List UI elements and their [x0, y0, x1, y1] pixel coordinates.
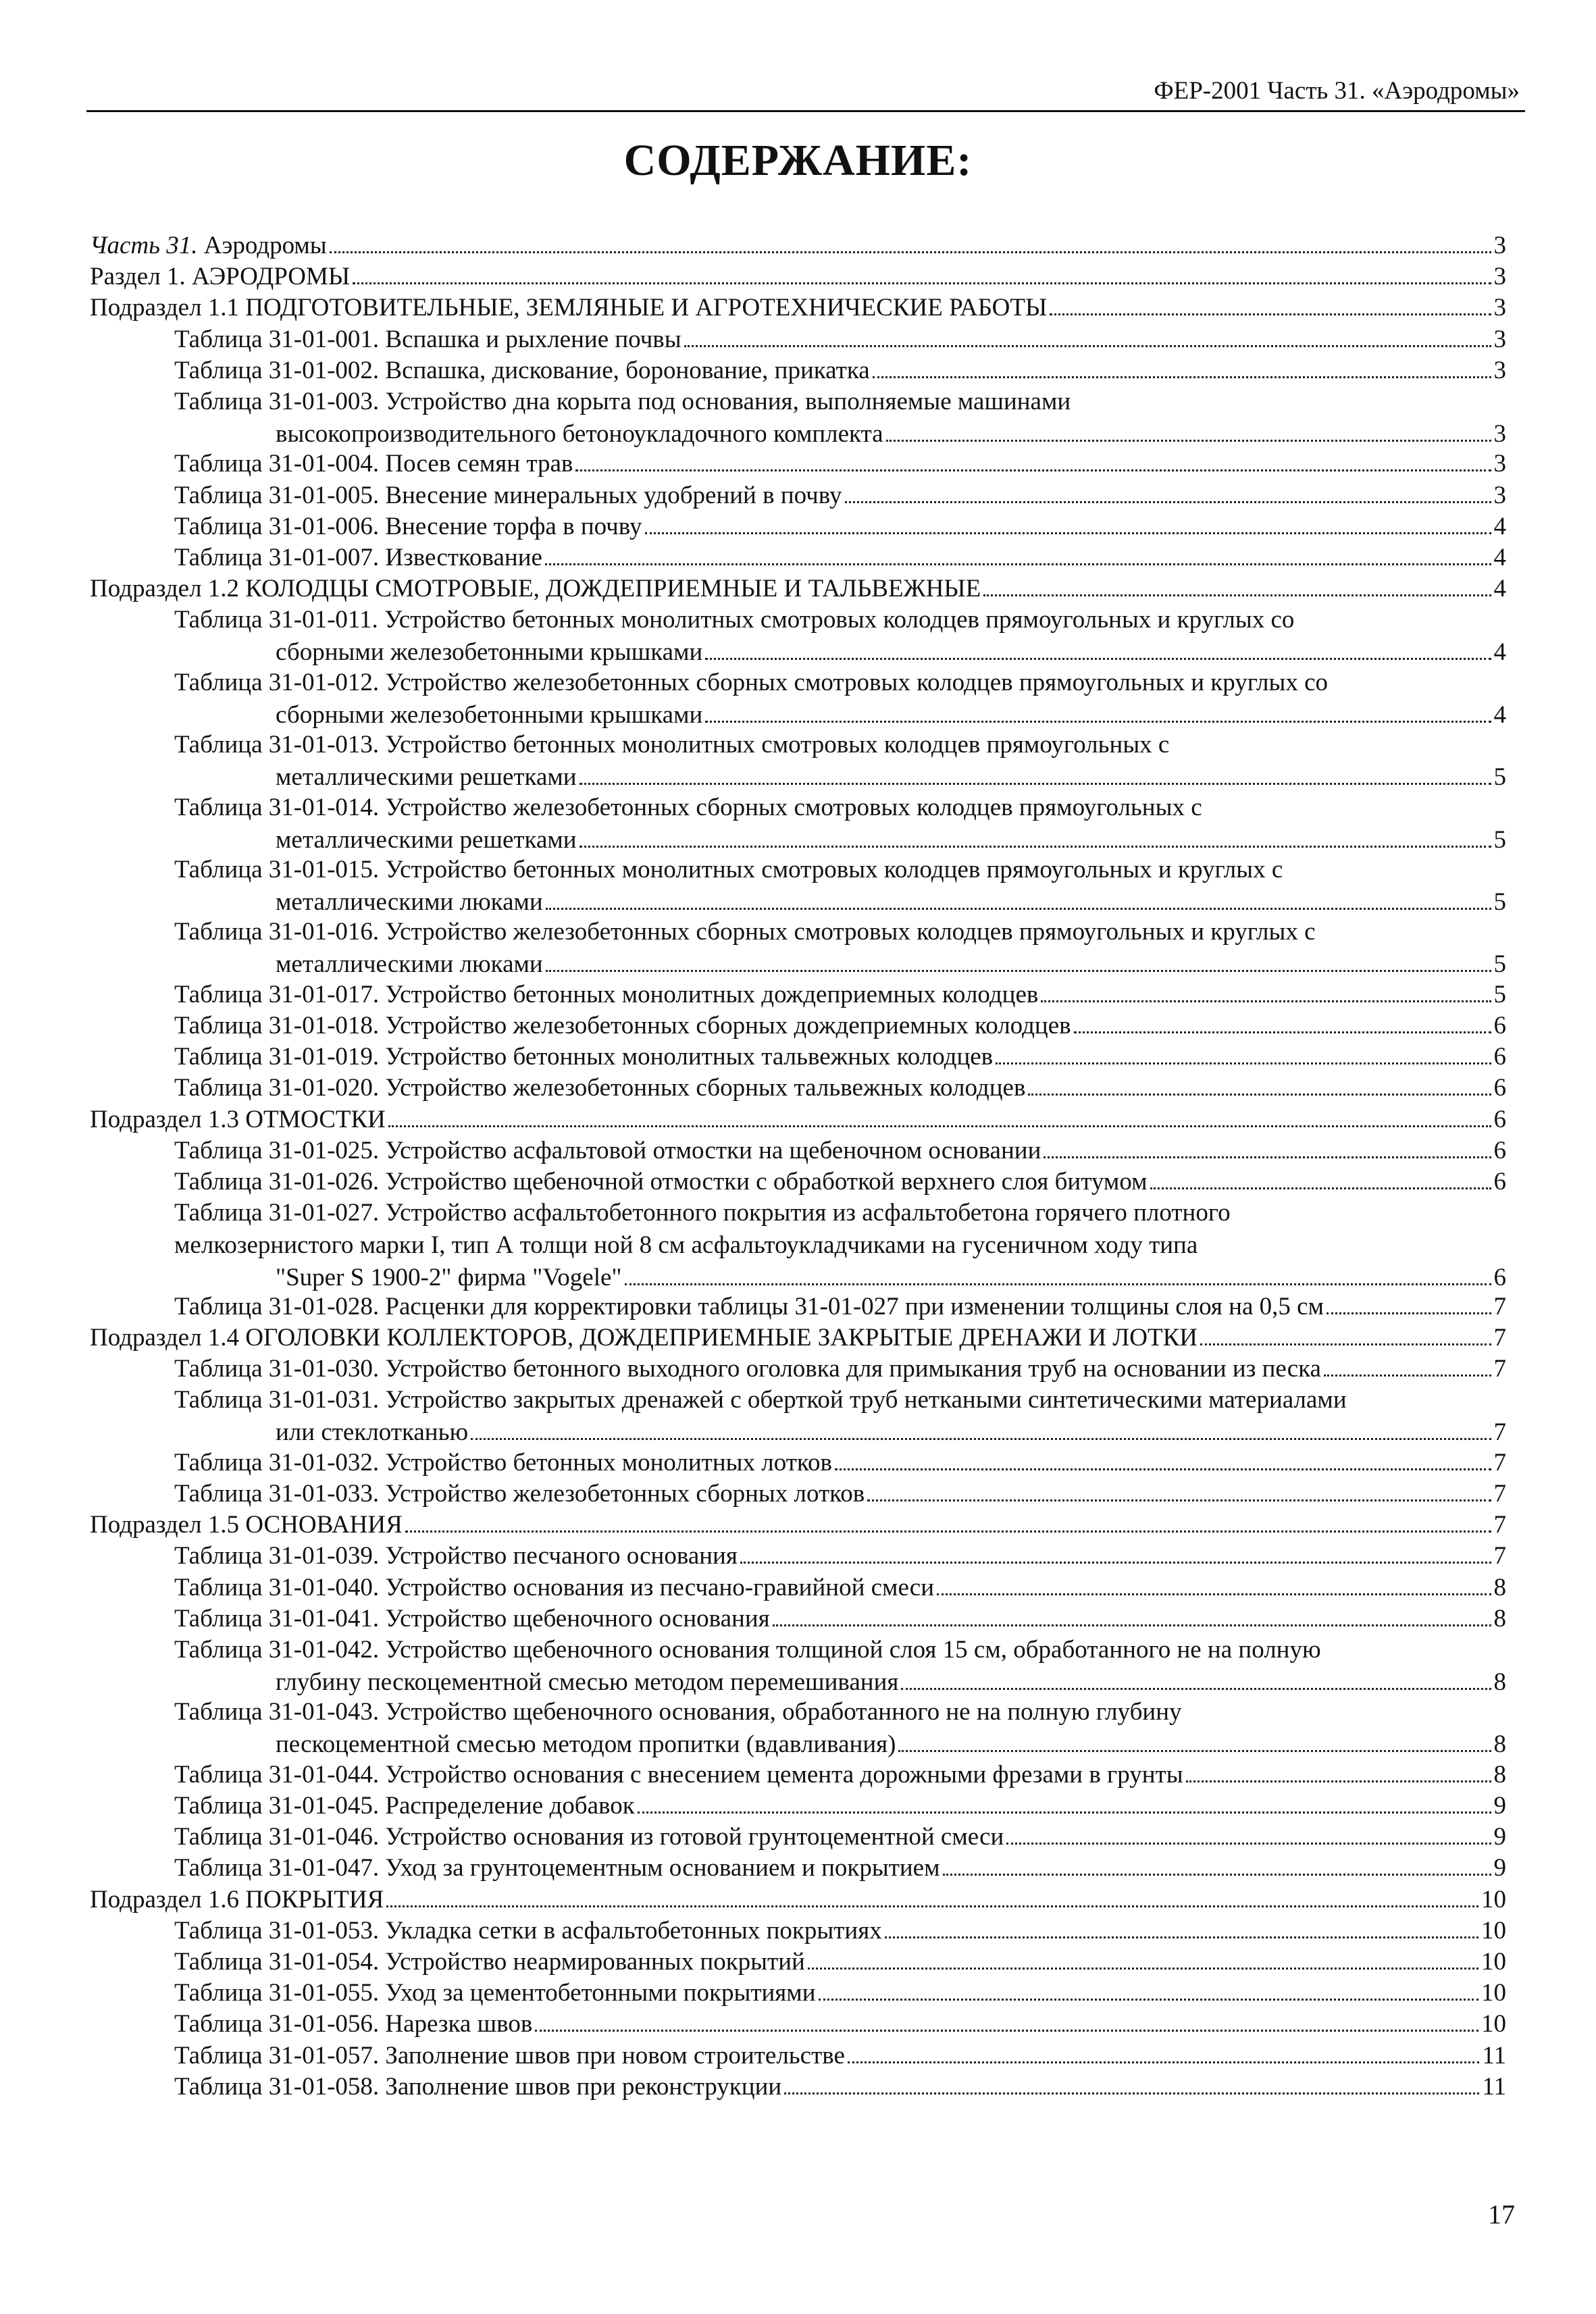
running-title: ФЕР-2001 Часть 31. «Аэродромы» [1154, 77, 1520, 105]
toc-page-number: 8 [1493, 1604, 1506, 1632]
toc-entry-text [174, 1447, 832, 1479]
toc-page-number: 7 [1493, 1480, 1506, 1508]
toc-entry-title: Таблица 31-01-057. Заполнение швов при новом строительстве [174, 2041, 845, 2069]
toc-entry-title: Таблица 31-01-056. Нарезка швов [174, 2010, 533, 2038]
toc-entry-text [90, 261, 350, 293]
toc-entry-prefix: Часть 31. [90, 232, 198, 259]
toc-page-number: 8 [1493, 1730, 1506, 1759]
toc-page-number: 6 [1493, 1012, 1506, 1039]
toc-entry-title: Таблица 31-01-032. Устройство бетонных монолитных лотков [174, 1448, 832, 1476]
toc-table-entry [174, 324, 1506, 356]
toc-entry-title: Раздел 1. АЭРОДРОМЫ [90, 263, 351, 291]
toc-entry-title: Подраздел 1.6 ПОКРЫТИЯ [90, 1885, 384, 1913]
toc-page-number: 4 [1493, 512, 1506, 540]
toc-entry-text [174, 1946, 805, 1978]
toc-entry-title: пескоцементной смесью методом пропитки (вдавливания) [276, 1730, 896, 1759]
toc-table-entry [174, 448, 1506, 480]
toc-entry-text [174, 448, 573, 480]
toc-section-entry [90, 1509, 1506, 1541]
toc-entry-text [276, 886, 543, 919]
toc-entry-text [174, 1572, 934, 1604]
toc-page-number: 7 [1493, 1448, 1506, 1476]
dot-leader [684, 344, 1491, 347]
toc-entry-title: Таблица 31-01-025. Устройство асфальтовой отмостки на щебеночном основании [174, 1136, 1041, 1164]
toc-entry-title: Таблица 31-01-026. Устройство щебеночной отмостки с обработкой верхнего слоя битумом [174, 1168, 1148, 1195]
toc-page-number: 8 [1493, 1668, 1506, 1696]
toc-table-entry [174, 1197, 1506, 1294]
toc-entry-title: Подраздел 1.5 ОСНОВАНИЯ [90, 1511, 403, 1539]
toc-entry-title: Таблица 31-01-005. Внесение минеральных удобрений в почву [174, 481, 842, 509]
toc-page-number: 8 [1493, 1760, 1506, 1789]
dot-leader [580, 845, 1491, 848]
toc-table-entry [174, 1696, 1506, 1761]
dot-leader [625, 1283, 1491, 1285]
toc-entry-title: Таблица 31-01-001. Вспашка и рыхление почвы [174, 325, 681, 353]
dot-leader [867, 1499, 1491, 1501]
toc-section-entry [90, 1104, 1506, 1136]
toc-entry-line: Таблица 31-01-014. Устройство железобетонных сборных смотровых колодцев прямоугольных с [174, 793, 1202, 821]
toc-table-entry [174, 1353, 1506, 1385]
toc-entry-title: Таблица 31-01-006. Внесение торфа в почву [174, 512, 642, 540]
toc-entry-title: Таблица 31-01-030. Устройство бетонного выходного оголовка для примыкания труб на основании из песка [174, 1355, 1321, 1383]
toc-table-entry [174, 1634, 1506, 1699]
dot-leader [937, 1593, 1491, 1595]
dot-leader [835, 1468, 1491, 1470]
toc-page-number: 6 [1493, 1264, 1506, 1292]
toc-table-entry [174, 1790, 1506, 1822]
toc-table-entry [174, 480, 1506, 512]
dot-leader [886, 439, 1491, 442]
toc-entry-text [276, 1262, 622, 1294]
dot-leader [386, 1905, 1478, 1907]
toc-entry-line: Таблица 31-01-013. Устройство бетонных монолитных смотровых колодцев прямоугольных с [174, 731, 1170, 759]
toc-table-entry [174, 1572, 1506, 1604]
toc-page-number: 3 [1493, 420, 1506, 448]
toc-entry-text [276, 1666, 898, 1699]
toc-table-entry [174, 1135, 1506, 1167]
toc-entry-title: металлическими люками [276, 888, 543, 916]
dot-leader [1074, 1031, 1491, 1033]
toc-entry-title: Таблица 31-01-053. Укладка сетки в асфальтобетонных покрытиях [174, 1916, 882, 1945]
toc-page-number: 3 [1493, 450, 1506, 478]
toc-page-number: 5 [1493, 980, 1506, 1008]
dot-leader [545, 563, 1491, 565]
dot-leader [848, 2061, 1479, 2063]
toc-entry-title: сборными железобетонными крышками [276, 638, 703, 667]
toc-page-number: 7 [1493, 1292, 1506, 1320]
dot-leader [845, 500, 1491, 503]
toc-page-number: 7 [1493, 1418, 1506, 1447]
toc-entry-text [174, 1072, 1025, 1104]
toc-table-entry [174, 386, 1506, 451]
dot-leader [580, 782, 1491, 785]
toc-entry-text [174, 511, 642, 543]
toc-page-number: 4 [1493, 544, 1506, 571]
toc-entry-title: Таблица 31-01-054. Устройство неармированных покрытий [174, 1948, 805, 1976]
dot-leader [1200, 1343, 1491, 1345]
dot-leader [898, 1749, 1491, 1752]
dot-leader [885, 1936, 1478, 1938]
toc-page-number: 10 [1481, 2010, 1506, 2038]
toc-section-entry [90, 1884, 1506, 1916]
toc-page-number: 5 [1493, 888, 1506, 916]
toc-page-number: 3 [1493, 232, 1506, 259]
toc-entry-line: Таблица 31-01-016. Устройство железобетонных сборных смотровых колодцев прямоугольных и круглых с [174, 918, 1316, 946]
toc-table-entry [174, 1384, 1506, 1449]
toc-table-entry [174, 1852, 1506, 1884]
toc-entry-text [174, 542, 542, 574]
dot-leader [405, 1530, 1491, 1533]
toc-table-entry [174, 979, 1506, 1011]
toc-table-entry [174, 2040, 1506, 2072]
toc-table-entry [174, 1759, 1506, 1791]
toc-table-entry [174, 542, 1506, 574]
toc-entry-text [276, 636, 702, 669]
toc-page-number: 10 [1481, 1979, 1506, 2007]
toc-entry-text [90, 1509, 403, 1541]
toc-entry-title: Таблица 31-01-047. Уход за грунтоцементным основанием и покрытием [174, 1854, 940, 1882]
toc-entry-title: Таблица 31-01-018. Устройство железобетонных сборных дождеприемных колодцев [174, 1012, 1071, 1039]
toc-entry-line: мелкозернистого марки I, тип А толщи ной 8 см асфальтоукладчиками на гусеничном ходу типа [174, 1231, 1198, 1260]
toc-entry-title: металлическими люками [276, 950, 543, 979]
toc-page-number: 10 [1481, 1916, 1506, 1945]
toc-entry-text [174, 324, 681, 356]
toc-page-number: 5 [1493, 825, 1506, 854]
toc-page-number: 11 [1482, 2041, 1506, 2069]
toc-entry-title: Подраздел 1.4 ОГОЛОВКИ КОЛЛЕКТОРОВ, ДОЖДЕПРИЕМНЫЕ ЗАКРЫТЫЕ ДРЕНАЖИ И ЛОТКИ [90, 1324, 1198, 1352]
dot-leader [388, 1125, 1491, 1127]
toc-table-entry [174, 1977, 1506, 2009]
toc-entry-text [174, 979, 1038, 1011]
toc-table-entry [174, 1603, 1506, 1635]
toc-entry-text [276, 418, 883, 451]
toc-entry-title: Подраздел 1.3 ОТМОСТКИ [90, 1105, 386, 1133]
toc-entry-title: Таблица 31-01-019. Устройство бетонных монолитных тальвежных колодцев [174, 1043, 994, 1071]
dot-leader [1150, 1187, 1491, 1189]
page-number: 17 [1488, 2199, 1515, 2230]
toc-table-entry [174, 1821, 1506, 1853]
dot-leader [638, 1811, 1491, 1814]
toc-table-entry [174, 916, 1506, 981]
toc-section-entry [90, 261, 1506, 293]
toc-table-entry [174, 1291, 1506, 1323]
toc-table-entry [174, 1946, 1506, 1978]
toc-table-entry [174, 1041, 1506, 1073]
toc-entry-title: Таблица 31-01-007. Известкование [174, 544, 542, 571]
toc-entry-text [90, 292, 1047, 324]
toc-table-entry [174, 1072, 1506, 1104]
toc-entry-text [90, 1322, 1198, 1354]
toc-page-number: 3 [1493, 294, 1506, 322]
toc-entry-line: Таблица 31-01-011. Устройство бетонных монолитных смотровых колодцев прямоугольных и круглых со [174, 606, 1295, 634]
toc-entry-title: глубину пескоцементной смесью методом перемешивания [276, 1668, 899, 1696]
toc-entry-text [174, 1759, 1183, 1791]
toc-page-number: 10 [1481, 1948, 1506, 1976]
toc-entry-title: Таблица 31-01-039. Устройство песчаного основания [174, 1542, 738, 1570]
dot-leader [330, 251, 1491, 253]
toc-entry-title: Аэродромы [203, 232, 327, 259]
toc-entry-text [90, 1884, 384, 1916]
dot-leader [535, 2029, 1478, 2032]
toc-page-number: 3 [1493, 356, 1506, 384]
toc-entry-title: Таблица 31-01-002. Вспашка, дискование, боронование, прикатка [174, 356, 870, 384]
toc-entry-text [276, 761, 577, 794]
dot-leader [546, 969, 1491, 972]
toc-table-entry [174, 1478, 1506, 1510]
dot-leader [1028, 1093, 1491, 1096]
toc-entry-text [276, 1416, 468, 1449]
toc-entry-line: Таблица 31-01-042. Устройство щебеночного основания толщиной слоя 15 см, обработанного не на полную [174, 1636, 1321, 1664]
toc-entry-text [174, 355, 870, 387]
toc-page-number: 3 [1493, 263, 1506, 291]
toc-entry-text [276, 824, 577, 856]
toc-entry-text [276, 1728, 896, 1761]
toc-table-entry [174, 2071, 1506, 2103]
toc-table-entry [174, 1447, 1506, 1479]
dot-leader [1324, 1374, 1491, 1377]
toc-page-number: 10 [1481, 1885, 1506, 1913]
toc-table-entry [174, 1915, 1506, 1947]
toc-page-number: 7 [1493, 1511, 1506, 1539]
toc-table-entry [174, 1540, 1506, 1572]
toc-entry-title: Таблица 31-01-044. Устройство основания с внесением цемента дорожными фрезами в грунты [174, 1760, 1183, 1789]
dot-leader [983, 594, 1491, 596]
toc-entry-line: Таблица 31-01-027. Устройство асфальтобетонного покрытия из асфальтобетона горячего плотного [174, 1199, 1231, 1227]
toc-entry-text [174, 2008, 532, 2040]
toc-entry-text [174, 2071, 781, 2103]
toc-entry-text [174, 1977, 816, 2009]
toc-page-number: 5 [1493, 763, 1506, 792]
dot-leader [1044, 1156, 1491, 1158]
dot-leader [996, 1062, 1491, 1064]
toc-page-number: 4 [1493, 575, 1506, 603]
toc-entry-text [174, 480, 842, 512]
dot-leader [784, 2092, 1479, 2094]
toc-entry-text [174, 1821, 1004, 1853]
toc-entry-line: Таблица 31-01-015. Устройство бетонных монолитных смотровых колодцев прямоугольных и круглых с [174, 856, 1283, 883]
toc-entry-text [174, 1041, 993, 1073]
toc-entry-title: Таблица 31-01-040. Устройство основания из песчано-гравийной смеси [174, 1573, 935, 1601]
toc-table-entry [174, 604, 1506, 669]
toc-page-number: 4 [1493, 638, 1506, 667]
toc-section-entry [90, 230, 1506, 262]
toc-entry-text [90, 230, 327, 262]
dot-leader [1050, 313, 1491, 315]
toc-entry-title: Подраздел 1.1 ПОДГОТОВИТЕЛЬНЫЕ, ЗЕМЛЯНЫЕ И АГРОТЕХНИЧЕСКИЕ РАБОТЫ [90, 294, 1048, 322]
toc-entry-text [90, 1104, 386, 1136]
dot-leader [1327, 1312, 1491, 1314]
toc-entry-text [174, 1478, 865, 1510]
toc-table-entry [174, 1010, 1506, 1042]
dot-leader [546, 907, 1491, 910]
toc-entry-title: Таблица 31-01-058. Заполнение швов при реконструкции [174, 2072, 782, 2101]
toc-page-number: 4 [1493, 700, 1506, 729]
toc-entry-title: высокопроизводительного бетоноукладочного комплекта [276, 420, 883, 448]
toc-entry-text [174, 2040, 845, 2072]
toc-entry-text [174, 1291, 1324, 1323]
toc-entry-title: Таблица 31-01-041. Устройство щебеночного основания [174, 1604, 770, 1632]
dot-leader [901, 1687, 1491, 1690]
toc-page-number: 7 [1493, 1355, 1506, 1383]
toc-page-number: 6 [1493, 1043, 1506, 1071]
toc-table-entry [174, 355, 1506, 387]
toc-entry-title: "Super S 1900-2" фирма "Vogele" [276, 1264, 622, 1292]
dot-leader [1041, 1000, 1491, 1002]
toc-entry-title: сборными железобетонными крышками [276, 700, 703, 729]
toc-entry-title: Таблица 31-01-028. Расценки для корректировки таблицы 31-01-027 при изменении толщины слоя на 0,5 см [174, 1292, 1324, 1320]
toc-entry-text [174, 1852, 940, 1884]
toc-table-entry [174, 854, 1506, 919]
toc-table-entry [174, 729, 1506, 794]
toc-entry-title: Таблица 31-01-055. Уход за цементобетонными покрытиями [174, 1979, 816, 2007]
toc-page-number: 9 [1493, 1792, 1506, 1820]
toc-section-entry [90, 1322, 1506, 1354]
dot-leader [740, 1561, 1491, 1564]
page-title: СОДЕРЖАНИЕ: [623, 136, 973, 185]
dot-leader [773, 1624, 1491, 1626]
dot-leader [808, 1967, 1478, 1970]
toc-section-entry [90, 292, 1506, 324]
toc-page-number: 7 [1493, 1542, 1506, 1570]
toc-entry-title: Таблица 31-01-033. Устройство железобетонных сборных лотков [174, 1480, 865, 1508]
running-header [86, 70, 1525, 112]
dot-leader [471, 1437, 1491, 1440]
toc-entry-text [174, 1603, 770, 1635]
toc-page-number: 5 [1493, 950, 1506, 979]
toc-table-entry [174, 2008, 1506, 2040]
toc-table-entry [174, 667, 1506, 731]
toc-page-number: 9 [1493, 1823, 1506, 1851]
toc-entry-text [174, 1353, 1321, 1385]
toc-page-number: 7 [1493, 1324, 1506, 1352]
toc-page-number: 6 [1493, 1136, 1506, 1164]
toc-entry-title: Таблица 31-01-045. Распределение добавок [174, 1792, 635, 1820]
toc-table-entry [174, 511, 1506, 543]
toc-entry-title: металлическими решетками [276, 825, 577, 854]
dot-leader [575, 469, 1491, 471]
dot-leader [943, 1873, 1491, 1876]
toc-page-number: 3 [1493, 325, 1506, 353]
toc-entry-line: Таблица 31-01-043. Устройство щебеночного основания, обработанного не на полную глубину [174, 1698, 1182, 1726]
toc-table-entry [174, 792, 1506, 856]
toc-entry-title: Таблица 31-01-020. Устройство железобетонных сборных тальвежных колодцев [174, 1074, 1026, 1102]
toc-page-number: 6 [1493, 1105, 1506, 1133]
toc-entry-line: Таблица 31-01-012. Устройство железобетонных сборных смотровых колодцев прямоугольных и круглых со [174, 668, 1329, 696]
toc-entry-title: Таблица 31-01-046. Устройство основания из готовой грунтоцементной смеси [174, 1823, 1004, 1851]
toc-entry-text [90, 573, 981, 605]
toc-entry-text [276, 948, 543, 981]
toc-entry-text [174, 1540, 738, 1572]
toc-page-number: 9 [1493, 1854, 1506, 1882]
toc-entry-text [174, 1915, 882, 1947]
toc-page-number: 6 [1493, 1168, 1506, 1195]
toc-entry-text [276, 699, 702, 731]
toc-table-entry [174, 1166, 1506, 1198]
toc-page-number: 8 [1493, 1573, 1506, 1601]
toc-page-number: 3 [1493, 481, 1506, 509]
dot-leader [645, 532, 1491, 534]
dot-leader [1186, 1780, 1491, 1782]
dot-leader [705, 720, 1491, 723]
toc-section-entry [90, 573, 1506, 605]
toc-page-number: 11 [1482, 2072, 1506, 2101]
toc-page-number: 6 [1493, 1074, 1506, 1102]
toc-entry-text [174, 1166, 1148, 1198]
dot-leader [1006, 1842, 1491, 1845]
toc-entry-line: Таблица 31-01-031. Устройство закрытых дренажей с оберткой труб неткаными синтетическими материалами [174, 1386, 1347, 1414]
toc-entry-title: или стеклотканью [276, 1418, 469, 1447]
toc-entry-line: Таблица 31-01-003. Устройство дна корыта под основания, выполняемые машинами [174, 388, 1071, 415]
toc-entry-text [174, 1010, 1071, 1042]
toc-entry-text [174, 1135, 1041, 1167]
toc-entry-title: металлическими решетками [276, 763, 577, 792]
toc-entry-text [174, 1790, 635, 1822]
dot-leader [873, 376, 1491, 378]
toc-entry-title: Таблица 31-01-004. Посев семян трав [174, 450, 573, 478]
toc-entry-title: Таблица 31-01-017. Устройство бетонных монолитных дождеприемных колодцев [174, 980, 1039, 1008]
dot-leader [705, 657, 1491, 660]
dot-leader [819, 1998, 1478, 2001]
dot-leader [353, 282, 1491, 284]
toc-entry-title: Подраздел 1.2 КОЛОДЦЫ СМОТРОВЫЕ, ДОЖДЕПРИЕМНЫЕ И ТАЛЬВЕЖНЫЕ [90, 575, 981, 603]
